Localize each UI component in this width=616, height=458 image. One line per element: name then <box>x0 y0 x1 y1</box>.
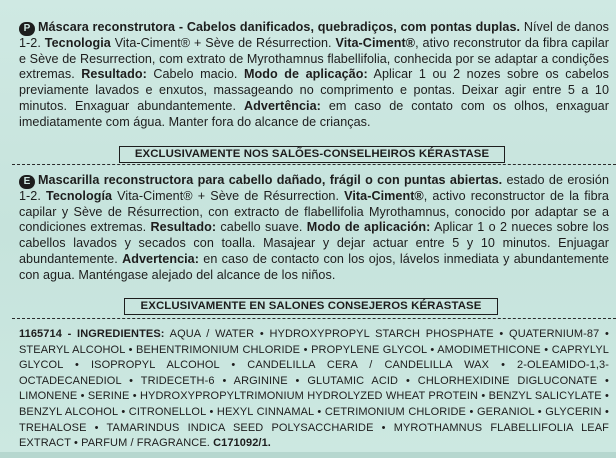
es-warning-text: en caso de contacto con los ojos, lávelos inmediata y abundantemente con agua. Manténgase alejado del alcance de los niños. <box>19 251 609 282</box>
es-vita-label: Vita-Ciment® <box>344 189 424 203</box>
language-badge-es: E <box>19 175 35 189</box>
es-result-text: cabello suave. <box>216 220 307 235</box>
portuguese-description <box>19 20 609 130</box>
es-exclusive-box: EXCLUSIVAMENTE EN SALONES CONSEJEROS KÉRASTASE <box>124 298 498 315</box>
pt-exclusive-box: EXCLUSIVAMENTE NOS SALÕES-CONSELHEIROS KÉRASTASE <box>119 146 505 163</box>
pt-tech-label: Tecnologia <box>44 36 111 50</box>
pt-result-text: Cabelo macio. <box>146 67 245 82</box>
es-tech-label: Tecnología <box>46 189 113 203</box>
language-badge-pt: P <box>19 22 35 36</box>
pt-apply-text: Aplicar 1 ou 2 nozes sobre os cabelos previamente lavados e enxutos, massageando no comprimento e pontas. Deixar agir entre 5 a 10 minutos. Enxaguar abundantemente. <box>19 67 610 113</box>
ingredients-list <box>19 327 609 452</box>
section-divider <box>12 164 616 165</box>
es-warning-label: Advertencia: <box>122 251 199 266</box>
pt-title: Máscara reconstrutora - Cabelos danificados, quebradiços, com pontas duplas. <box>38 20 521 34</box>
spanish-description <box>19 173 609 283</box>
pt-apply-label: Modo de aplicação: <box>244 67 368 82</box>
ingredients-end-code: C171092/1. <box>209 437 271 450</box>
label-bottom-edge <box>0 452 616 458</box>
pt-result-label: Resultado: <box>81 67 147 82</box>
pt-tech-text: Vita-Ciment® + Sève de Résurrection. <box>110 36 336 50</box>
es-level: estado de erosión 1-2. <box>19 173 609 203</box>
pt-warning-text: em caso de contato com os olhos, enxaguar imediatamente com água. Manter fora do alcance de crianças. <box>19 98 609 129</box>
es-apply-label: Modo de aplicación: <box>306 220 431 235</box>
ingredients-text: AQUA / WATER • HYDROXYPROPYL STARCH PHOSPHATE • QUATERNIUM-87 • STEARYL ALCOHOL • BEHENTRIMONIUM CHLORIDE • PROPYLENE GLYCOL • AMODIMETHICONE • CAPRYLYL GLYCOL • ISOPROPYL ALCOHOL • CANDELILLA CERA / CANDELILLA WAX • 2-OLEAMIDO-1,3-OCTADECANEDIOL • TRIDECETH-6 • ARGININE • GLUTAMIC ACID • CHLORHEXIDINE DIGLUCONATE • LIMONENE • SERINE • HYDROXYPROPYLTRIMONIUM HYDROLYZED WHEAT PROTEIN • BENZYL SALICYLATE • BENZYL ALCOHOL • CITRONELLOL • HEXYL CINNAMAL • CETRIMONIUM CHLORIDE • GERANIOL • GLYCERIN • TREHALOSE • TAMARINDUS INDICA SEED POLYSACCHARIDE • MYROTHAMNUS FLABELLIFOLIA LEAF EXTRACT • PARFUM / FRAGRANCE. <box>19 328 610 450</box>
pt-vita-text: , ativo reconstrutor da fibra capilar e Sève de Resurrection, com extrato de Myrothamnus flabellifolia, conhecida por se adaptar a condições extremas. <box>19 36 609 82</box>
es-apply-text: Aplicar 1 o 2 nueces sobre los cabellos lavados y secados con toalla. Masajear y dejar actuar entre 5 y 10 minutos. Enjuagar abundantemente. <box>19 220 610 266</box>
es-title: Mascarilla reconstructora para cabello dañado, frágil o con puntas abiertas. <box>38 173 503 187</box>
pt-warning-label: Advertência: <box>244 98 321 113</box>
pt-vita-label: Vita-Ciment® <box>335 36 416 50</box>
pt-level: Nível de danos 1-2. <box>19 20 609 50</box>
es-tech-text: Vita-Ciment® + Sève de Résurrection. <box>112 189 345 203</box>
es-vita-text: , activo reconstructor de la fibra capilar y Sève de Résurrection, con extracto de flabellifolia Myrothamnus, conocido por adaptar se a condiciones extremas. <box>19 189 609 235</box>
es-result-label: Resultado: <box>150 220 217 235</box>
section-divider <box>12 318 616 319</box>
ingredients-code-label: 1165714 - INGREDIENTES: <box>19 328 165 340</box>
